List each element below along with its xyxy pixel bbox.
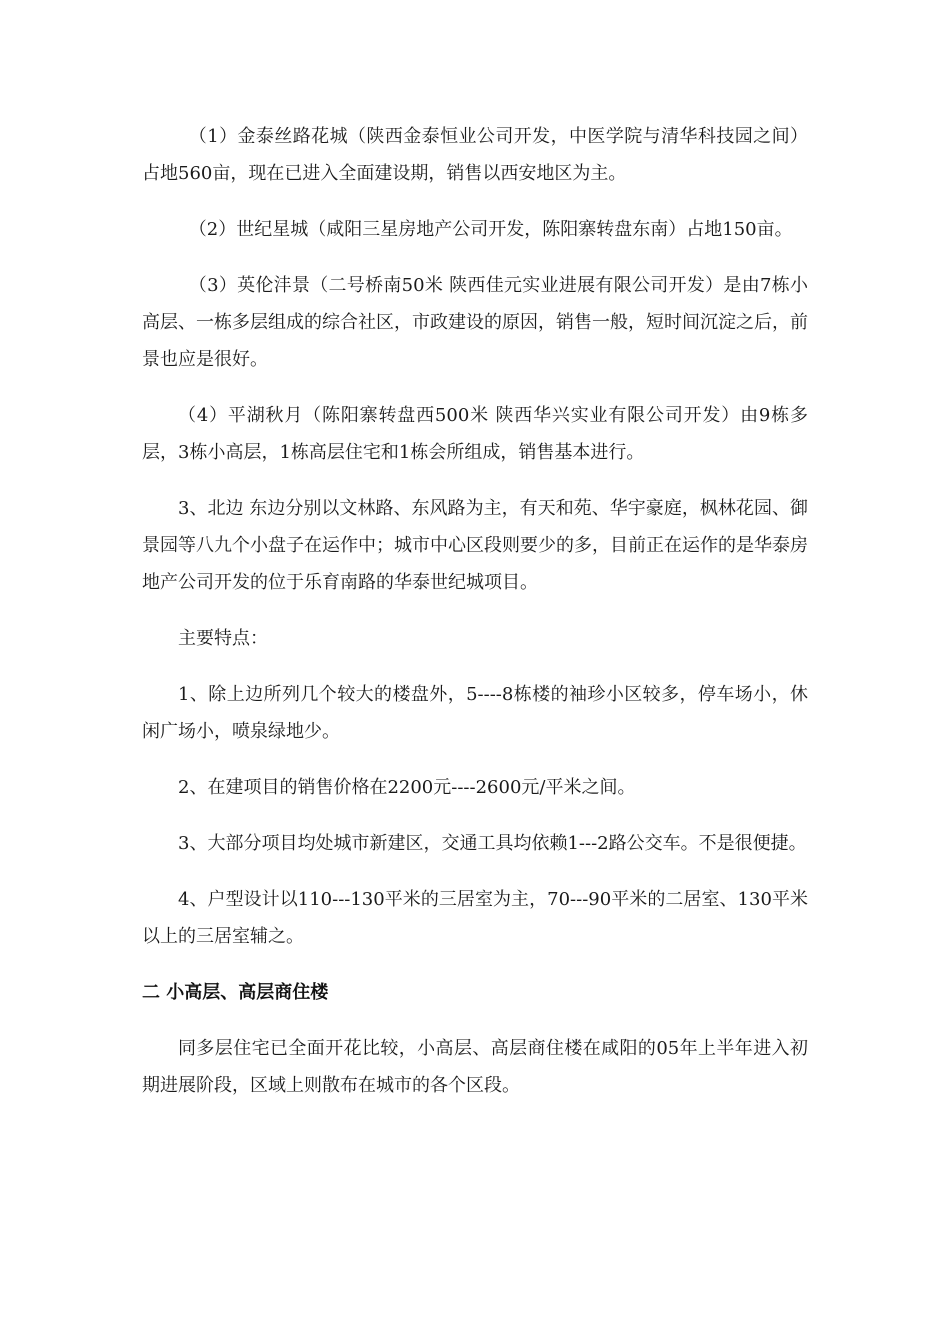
- paragraph-feature-4: 4、户型设计以110---130平米的三居室为主，70---90平米的二居室、130平米以上的三居室辅之。: [142, 889, 808, 947]
- paragraph-north-east-area: 3、北边 东边分别以文林路、东风路为主，有天和苑、华宇豪庭，枫林花园、御景园等八九个小盘子在运作中；城市中心区段则要少的多，目前正在运作的是华泰房地产公司开发的位于乐育南路的华泰世纪城项目。: [142, 498, 808, 593]
- paragraph-feature-3: 3、大部分项目均处城市新建区，交通工具均依赖1---2路公交车。不是很便捷。: [178, 833, 807, 854]
- document-body: [142, 118, 808, 1123]
- paragraph-century-star-city: （2）世纪星城（咸阳三星房地产公司开发，陈阳寨转盘东南）占地150亩。: [188, 219, 793, 240]
- section-heading: 二 小高层、高层商住楼: [142, 982, 329, 1003]
- paragraph-feature-2: 2、在建项目的销售价格在2200元----2600元/平米之间。: [178, 777, 636, 798]
- paragraph-feature-1: 1、除上边所列几个较大的楼盘外，5----8栋楼的袖珍小区较多，停车场小，休闲广场小，喷泉绿地少。: [142, 684, 808, 742]
- paragraph-high-rise-intro: 同多层住宅已全面开花比较，小高层、高层商住楼在咸阳的05年上半年进入初期进展阶段，区域上则散布在城市的各个区段。: [142, 1038, 808, 1096]
- paragraph-jintai-silk-road: （1）金泰丝路花城（陕西金泰恒业公司开发，中医学院与清华科技园之间）占地560亩，现在已进入全面建设期，销售以西安地区为主。: [142, 126, 808, 184]
- paragraph-main-features-label: 主要特点：: [178, 628, 268, 649]
- paragraph-yinglun-fengjing: （3）英伦沣景（二号桥南50米 陕西佳元实业进展有限公司开发）是由7栋小高层、一栋多层组成的综合社区，市政建设的原因，销售一般，短时间沉淀之后，前景也应是很好。: [142, 275, 808, 370]
- paragraph-pinghu-qiuyue: （4）平湖秋月（陈阳寨转盘西500米 陕西华兴实业有限公司开发）由9栋多层，3栋小高层，1栋高层住宅和1栋会所组成，销售基本进行。: [142, 405, 808, 463]
